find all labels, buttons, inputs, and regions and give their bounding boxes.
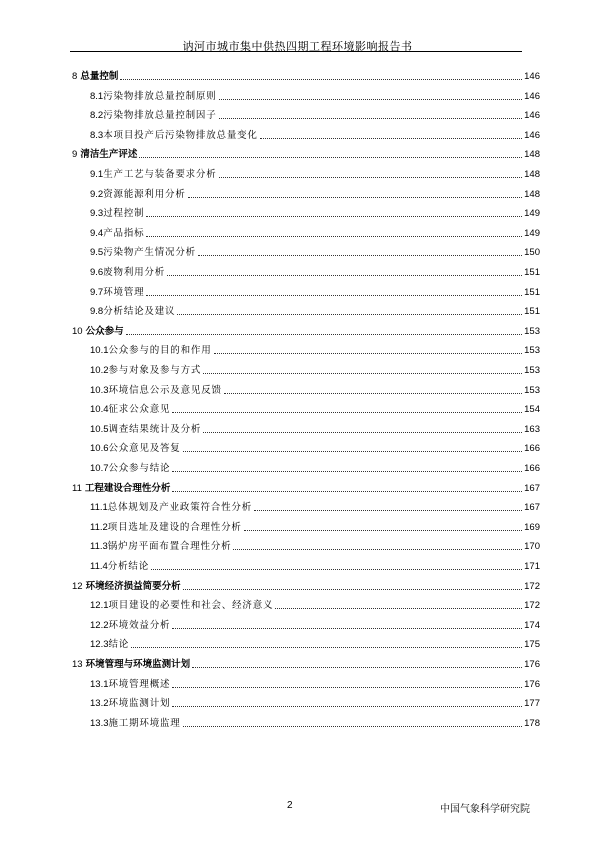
toc-dot-leader xyxy=(172,491,522,492)
toc-dot-leader xyxy=(198,255,522,256)
toc-entry-label xyxy=(90,463,170,475)
toc-entry-label xyxy=(90,208,144,220)
toc-entry-number: 10.2 xyxy=(90,365,109,376)
toc-entry-title: 本项目投产后污染物排放总量变化 xyxy=(103,129,258,141)
toc-section-entry[interactable] xyxy=(90,245,540,259)
toc-dot-leader xyxy=(275,608,522,609)
toc-entry-label xyxy=(90,130,258,142)
toc-entry-number: 11.4 xyxy=(90,561,108,572)
toc-entry-number: 12 xyxy=(72,580,83,592)
toc-entry-number: 13.1 xyxy=(90,678,109,690)
toc-entry-label xyxy=(90,620,170,632)
toc-section-entry[interactable] xyxy=(90,618,540,632)
toc-section-entry[interactable] xyxy=(90,677,540,691)
toc-entry-number: 9.1 xyxy=(90,169,104,180)
toc-entry-title: 公众参与的目的和作用 xyxy=(108,345,212,357)
toc-section-entry[interactable] xyxy=(90,89,540,103)
toc-entry-label xyxy=(72,659,190,671)
page-header-title: 讷河市城市集中供热四期工程环境影响报告书 xyxy=(182,40,413,53)
toc-entry-number: 10.4 xyxy=(90,404,109,416)
toc-entry-title: 征求公众意见 xyxy=(108,404,171,416)
toc-entry-title: 分析结论 xyxy=(107,561,149,572)
toc-dot-leader xyxy=(146,236,522,237)
toc-page-number: 146 xyxy=(524,110,540,122)
header-rule xyxy=(70,51,522,52)
toc-entry-label xyxy=(72,581,181,593)
toc-page-number: 169 xyxy=(524,521,540,533)
toc-section-entry[interactable] xyxy=(90,343,540,357)
toc-section-entry[interactable] xyxy=(90,637,540,651)
toc-entry-number: 10.7 xyxy=(90,463,109,474)
toc-entry-label xyxy=(90,600,273,612)
toc-entry-title: 项目建设的必要性和社会、经济意义 xyxy=(108,600,274,612)
toc-dot-leader xyxy=(219,99,523,100)
toc-page-number: 172 xyxy=(524,580,540,592)
toc-entry-title: 参与对象及参与方式 xyxy=(108,365,202,376)
toc-dot-leader xyxy=(146,295,522,296)
toc-section-entry[interactable] xyxy=(90,265,540,279)
toc-entry-label xyxy=(90,345,212,357)
toc-entry-title: 清洁生产评述 xyxy=(80,149,138,161)
toc-dot-leader xyxy=(188,197,523,198)
toc-entry-number: 13 xyxy=(72,659,83,670)
toc-entry-label xyxy=(90,502,252,514)
toc-page-number: 151 xyxy=(524,286,540,298)
toc-entry-title: 产品指标 xyxy=(103,227,145,239)
toc-entry-label xyxy=(72,149,137,161)
toc-entry-title: 分析结论及建议 xyxy=(103,306,176,318)
toc-page-number: 170 xyxy=(524,541,540,553)
toc-entry-number: 10.5 xyxy=(90,423,109,435)
toc-entry-title: 生产工艺与装备要求分析 xyxy=(103,169,217,180)
toc-dot-leader xyxy=(203,373,522,374)
toc-page-number: 167 xyxy=(524,502,540,514)
toc-entry-number: 11 xyxy=(72,482,82,494)
toc-dot-leader xyxy=(224,393,522,394)
toc-page-number: 151 xyxy=(524,267,540,278)
toc-entry-label xyxy=(90,443,181,455)
toc-dot-leader xyxy=(233,549,522,550)
toc-page-number: 153 xyxy=(524,384,540,396)
toc-page-number: 153 xyxy=(524,365,540,376)
toc-chapter-entry[interactable] xyxy=(72,481,540,495)
toc-section-entry[interactable] xyxy=(90,167,540,181)
toc-section-entry[interactable] xyxy=(90,520,540,534)
toc-page-number: 150 xyxy=(524,247,540,259)
toc-entry-label xyxy=(90,561,149,573)
toc-section-entry[interactable] xyxy=(90,206,540,220)
toc-page-number: 148 xyxy=(524,169,540,180)
toc-entry-title: 环境管理与环境监测计划 xyxy=(85,659,191,670)
toc-entry-label xyxy=(90,522,242,534)
toc-section-entry[interactable] xyxy=(90,441,540,455)
toc-entry-title: 环境管理 xyxy=(103,286,145,298)
toc-dot-leader xyxy=(126,334,523,335)
toc-dot-leader xyxy=(151,569,522,570)
toc-entry-title: 环境经济损益简要分析 xyxy=(85,580,181,592)
toc-entry-number: 8 xyxy=(72,71,78,82)
toc-entry-label xyxy=(90,424,201,436)
toc-section-entry[interactable] xyxy=(90,559,540,573)
toc-entry-title: 施工期环境监理 xyxy=(108,717,181,729)
toc-entry-label xyxy=(90,247,196,259)
toc-page-number: 146 xyxy=(524,129,540,141)
toc-entry-number: 10.1 xyxy=(90,345,109,357)
toc-section-entry[interactable] xyxy=(90,226,540,240)
toc-entry-title: 结论 xyxy=(108,639,130,651)
toc-entry-label xyxy=(90,189,186,201)
toc-entry-label xyxy=(90,169,217,181)
toc-dot-leader xyxy=(172,706,522,707)
toc-entry-number: 8.1 xyxy=(90,90,104,102)
toc-entry-label xyxy=(90,287,144,299)
toc-section-entry[interactable] xyxy=(90,108,540,122)
toc-entry-title: 污染物排放总量控制因子 xyxy=(103,110,217,122)
toc-entry-label xyxy=(90,228,144,240)
toc-entry-number: 8.3 xyxy=(90,129,104,141)
toc-chapter-entry[interactable] xyxy=(72,579,540,593)
toc-chapter-entry[interactable] xyxy=(72,657,540,671)
toc-page-number: 177 xyxy=(524,698,540,710)
toc-dot-leader xyxy=(244,530,522,531)
toc-page-number: 148 xyxy=(524,149,540,161)
toc-page-number: 146 xyxy=(524,71,540,82)
toc-entry-title: 废物利用分析 xyxy=(103,267,166,278)
toc-entry-number: 9.8 xyxy=(90,306,104,318)
toc-entry-title: 锅炉房平面布置合理性分析 xyxy=(107,541,232,553)
toc-entry-number: 12.2 xyxy=(90,619,109,631)
toc-entry-title: 调查结果统计及分析 xyxy=(108,423,202,435)
toc-section-entry[interactable] xyxy=(90,363,540,377)
toc-entry-label xyxy=(90,639,129,651)
toc-dot-leader xyxy=(172,471,522,472)
toc-section-entry[interactable] xyxy=(90,598,540,612)
toc-page-number: 172 xyxy=(524,600,540,612)
toc-entry-label xyxy=(90,718,181,730)
toc-entry-title: 环境效益分析 xyxy=(108,619,171,631)
toc-entry-label xyxy=(90,306,175,318)
toc-section-entry[interactable] xyxy=(90,422,540,436)
toc-page-number: 149 xyxy=(524,227,540,239)
toc-page-number: 176 xyxy=(524,659,540,670)
toc-page-number: 166 xyxy=(524,463,540,474)
toc-entry-title: 公众参与结论 xyxy=(108,463,171,474)
toc-entry-label xyxy=(90,541,231,553)
toc-page-number: 167 xyxy=(524,482,540,494)
toc-entry-label xyxy=(72,483,170,495)
toc-page-number: 171 xyxy=(524,561,540,572)
toc-dot-leader xyxy=(260,138,522,139)
toc-page-number: 148 xyxy=(524,188,540,200)
toc-dot-leader xyxy=(120,79,522,80)
toc-section-entry[interactable] xyxy=(90,461,540,475)
toc-page-number: 163 xyxy=(524,423,540,435)
toc-entry-number: 11.2 xyxy=(90,521,108,533)
footer-organization: 中国气象科学研究院 xyxy=(440,804,530,815)
toc-entry-title: 过程控制 xyxy=(103,208,145,220)
toc-page-number: 153 xyxy=(524,345,540,357)
toc-entry-title: 总体规划及产业政策符合性分析 xyxy=(107,502,252,514)
toc-entry-title: 公众意见及答复 xyxy=(108,443,181,455)
toc-section-entry[interactable] xyxy=(90,187,540,201)
toc-section-entry[interactable] xyxy=(90,128,540,142)
toc-entry-number: 9.6 xyxy=(90,267,104,278)
toc-entry-label xyxy=(90,385,222,397)
toc-dot-leader xyxy=(183,451,523,452)
toc-page-number: 166 xyxy=(524,443,540,455)
toc-entry-title: 工程建设合理性分析 xyxy=(84,482,171,494)
toc-entry-label xyxy=(72,326,124,338)
toc-entry-title: 污染物产生情况分析 xyxy=(103,247,196,259)
toc-chapter-entry[interactable] xyxy=(72,147,540,161)
toc-page-number: 149 xyxy=(524,208,540,220)
toc-page-number: 153 xyxy=(524,325,540,337)
toc-section-entry[interactable] xyxy=(90,716,540,730)
toc-chapter-entry[interactable] xyxy=(72,324,540,338)
toc-entry-label xyxy=(90,679,170,691)
toc-entry-title: 环境管理概述 xyxy=(108,678,171,690)
toc-dot-leader xyxy=(183,726,523,727)
toc-dot-leader xyxy=(214,353,523,354)
toc-entry-title: 环境信息公示及意见反馈 xyxy=(108,384,222,396)
toc-entry-number: 11.1 xyxy=(90,502,108,514)
toc-entry-number: 10.3 xyxy=(90,384,109,396)
toc-entry-number: 12.3 xyxy=(90,639,109,651)
toc-dot-leader xyxy=(172,412,522,413)
toc-entry-label xyxy=(90,91,217,103)
toc-entry-title: 污染物排放总量控制原则 xyxy=(103,90,217,102)
toc-dot-leader xyxy=(146,216,522,217)
toc-page-number: 176 xyxy=(524,678,540,690)
toc-entry-number: 11.3 xyxy=(90,541,108,553)
toc-section-entry[interactable] xyxy=(90,539,540,553)
toc-entry-label xyxy=(72,71,118,83)
toc-dot-leader xyxy=(177,314,522,315)
toc-page-number: 154 xyxy=(524,404,540,416)
toc-dot-leader xyxy=(131,647,522,648)
toc-dot-leader xyxy=(192,667,522,668)
toc-entry-number: 9.5 xyxy=(90,247,104,259)
toc-dot-leader xyxy=(203,432,522,433)
toc-entry-title: 公众参与 xyxy=(85,325,124,337)
footer-page-number: 2 xyxy=(287,800,293,811)
toc-entry-label xyxy=(90,698,170,710)
toc-dot-leader xyxy=(219,118,523,119)
toc-entry-title: 资源能源利用分析 xyxy=(103,188,186,200)
toc-dot-leader xyxy=(172,687,522,688)
toc-dot-leader xyxy=(167,275,522,276)
toc-entry-label xyxy=(90,365,201,377)
toc-entry-number: 9.2 xyxy=(90,188,104,200)
toc-page-number: 175 xyxy=(524,639,540,651)
toc-entry-number: 9.7 xyxy=(90,286,104,298)
toc-section-entry[interactable] xyxy=(90,696,540,710)
toc-page-number: 146 xyxy=(524,90,540,102)
toc-dot-leader xyxy=(183,589,523,590)
toc-chapter-entry[interactable] xyxy=(72,69,540,83)
toc-page-number: 151 xyxy=(524,306,540,318)
toc-entry-number: 9 xyxy=(72,149,78,161)
toc-section-entry[interactable] xyxy=(90,383,540,397)
toc-section-entry[interactable] xyxy=(90,304,540,318)
toc-dot-leader xyxy=(172,628,522,629)
toc-entry-number: 9.4 xyxy=(90,227,104,239)
toc-entry-number: 9.3 xyxy=(90,208,104,220)
toc-section-entry[interactable] xyxy=(90,500,540,514)
toc-entry-number: 10.6 xyxy=(90,443,109,455)
toc-entry-number: 12.1 xyxy=(90,600,109,612)
toc-entry-title: 项目选址及建设的合理性分析 xyxy=(107,521,242,533)
toc-dot-leader xyxy=(219,177,523,178)
toc-section-entry[interactable] xyxy=(90,402,540,416)
toc-entry-title: 环境监测计划 xyxy=(108,698,171,710)
toc-entry-title: 总量控制 xyxy=(80,71,119,82)
toc-entry-number: 13.2 xyxy=(90,698,109,710)
toc-entry-number: 10 xyxy=(72,325,83,337)
toc-entry-label xyxy=(90,267,165,279)
toc-entry-number: 8.2 xyxy=(90,110,104,122)
toc-section-entry[interactable] xyxy=(90,285,540,299)
toc-entry-number: 13.3 xyxy=(90,717,109,729)
toc-dot-leader xyxy=(139,157,522,158)
toc-page-number: 174 xyxy=(524,619,540,631)
toc-dot-leader xyxy=(254,510,522,511)
toc-page-number: 178 xyxy=(524,717,540,729)
toc-entry-label xyxy=(90,110,217,122)
toc-entry-label xyxy=(90,404,170,416)
